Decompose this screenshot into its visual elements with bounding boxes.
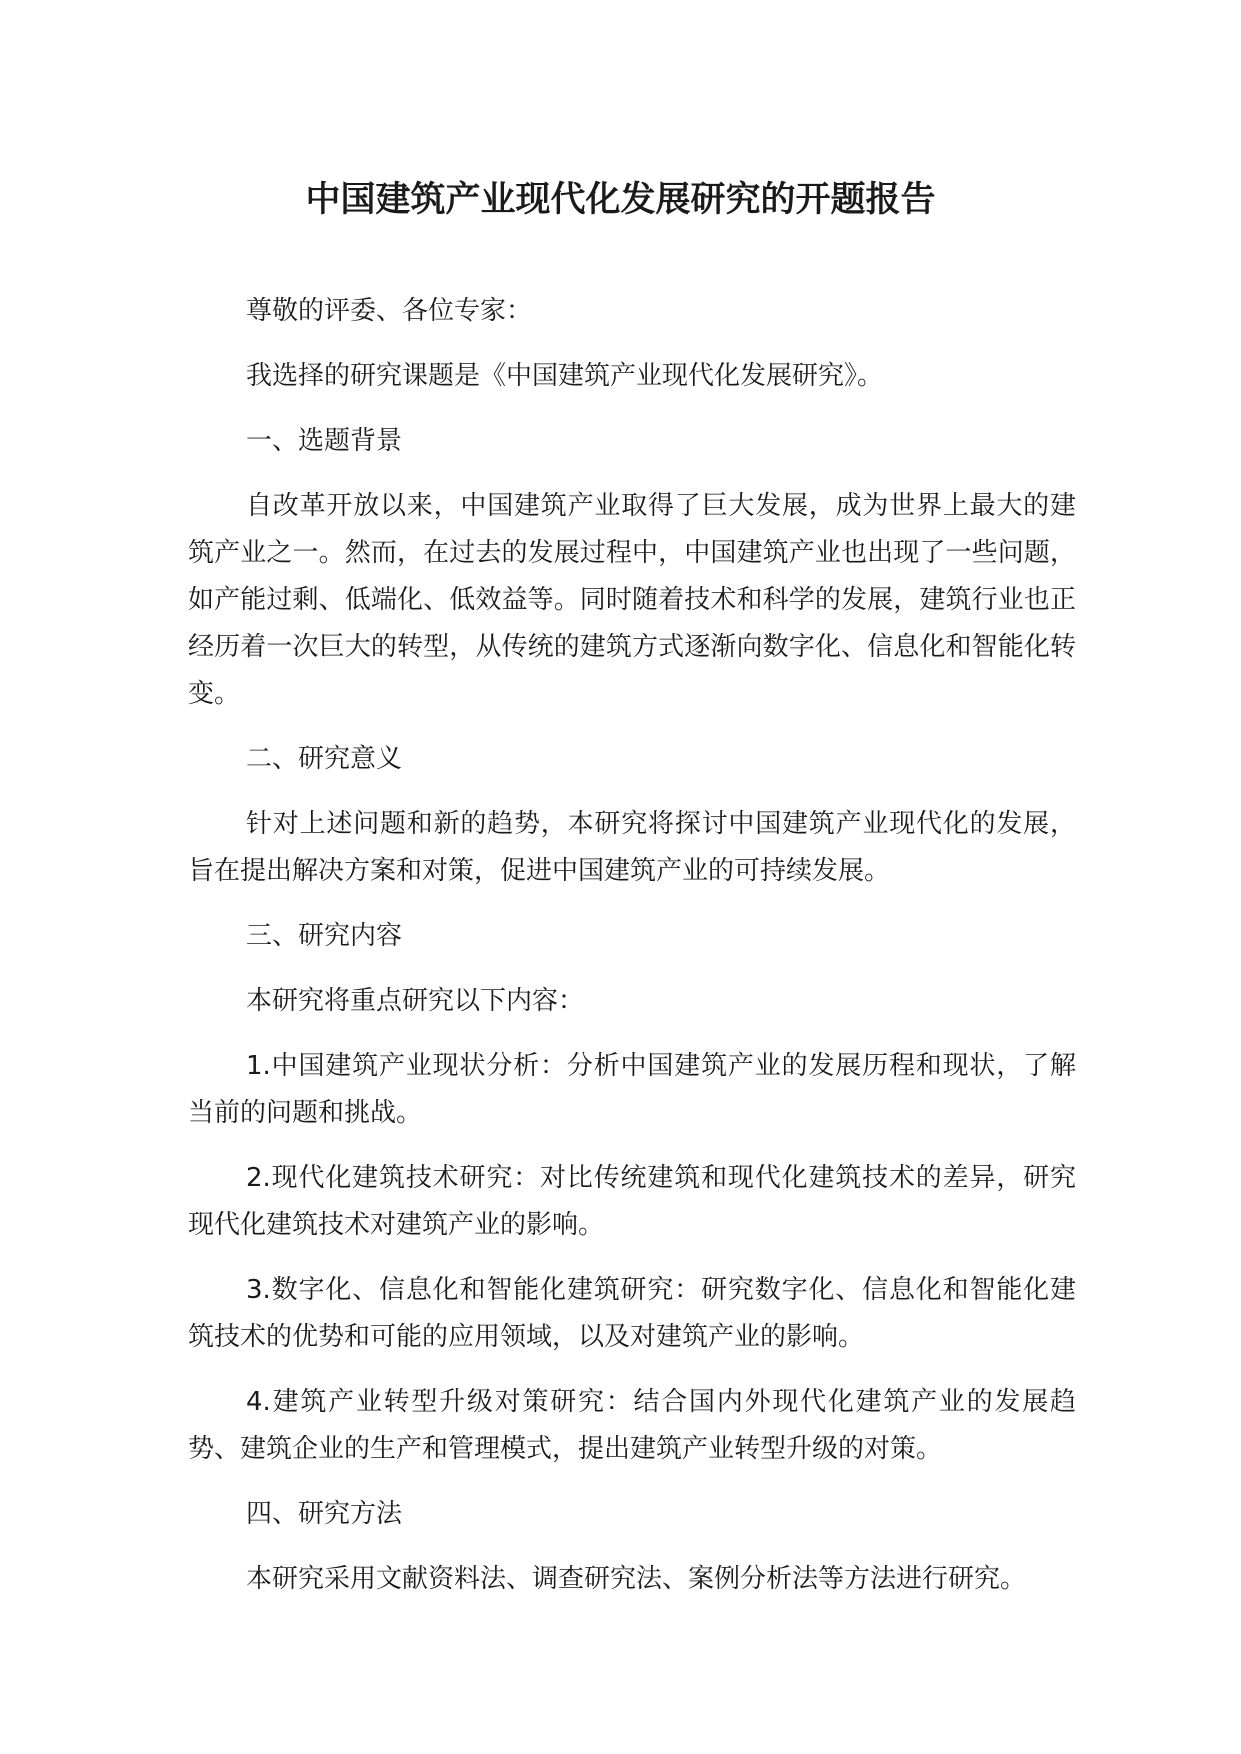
content-item-4: 4.建筑产业转型升级对策研究：结合国内外现代化建筑产业的发展趋势、建筑企业的生产和管理模式，提出建筑产业转型升级的对策。 <box>188 1387 1076 1464</box>
content-item-1: 1.中国建筑产业现状分析：分析中国建筑产业的发展历程和现状，了解当前的问题和挑战。 <box>188 1051 1076 1128</box>
paragraph-content-intro: 本研究将重点研究以下内容： <box>246 986 585 1016</box>
section-heading-significance: 二、研究意义 <box>246 744 403 774</box>
salutation: 尊敬的评委、各位专家： <box>246 296 533 326</box>
section-heading-background: 一、选题背景 <box>246 426 403 456</box>
content-item-2: 2.现代化建筑技术研究：对比传统建筑和现代化建筑技术的差异，研究现代化建筑技术对建筑产业的影响。 <box>188 1163 1076 1240</box>
section-heading-content: 三、研究内容 <box>246 921 403 951</box>
paragraph-background: 自改革开放以来，中国建筑产业取得了巨大发展，成为世界上最大的建筑产业之一。然而，在过去的发展过程中，中国建筑产业也出现了一些问题，如产能过剩、低端化、低效益等。同时随着技术和科学的发展，建筑行业也正经历着一次巨大的转型，从传统的建筑方式逐渐向数字化、信息化和智能化转变。 <box>188 491 1076 709</box>
document-body <box>188 288 1076 1621</box>
document-title: 中国建筑产业现代化发展研究的开题报告 <box>305 180 936 220</box>
content-item-3: 3.数字化、信息化和智能化建筑研究：研究数字化、信息化和智能化建筑技术的优势和可能的应用领域，以及对建筑产业的影响。 <box>188 1275 1076 1352</box>
paragraph-methods: 本研究采用文献资料法、调查研究法、案例分析法等方法进行研究。 <box>246 1564 1027 1594</box>
section-heading-methods: 四、研究方法 <box>246 1499 403 1529</box>
topic-statement: 我选择的研究课题是《中国建筑产业现代化发展研究》。 <box>246 361 884 391</box>
paragraph-significance: 针对上述问题和新的趋势，本研究将探讨中国建筑产业现代化的发展，旨在提出解决方案和对策，促进中国建筑产业的可持续发展。 <box>188 809 1076 886</box>
